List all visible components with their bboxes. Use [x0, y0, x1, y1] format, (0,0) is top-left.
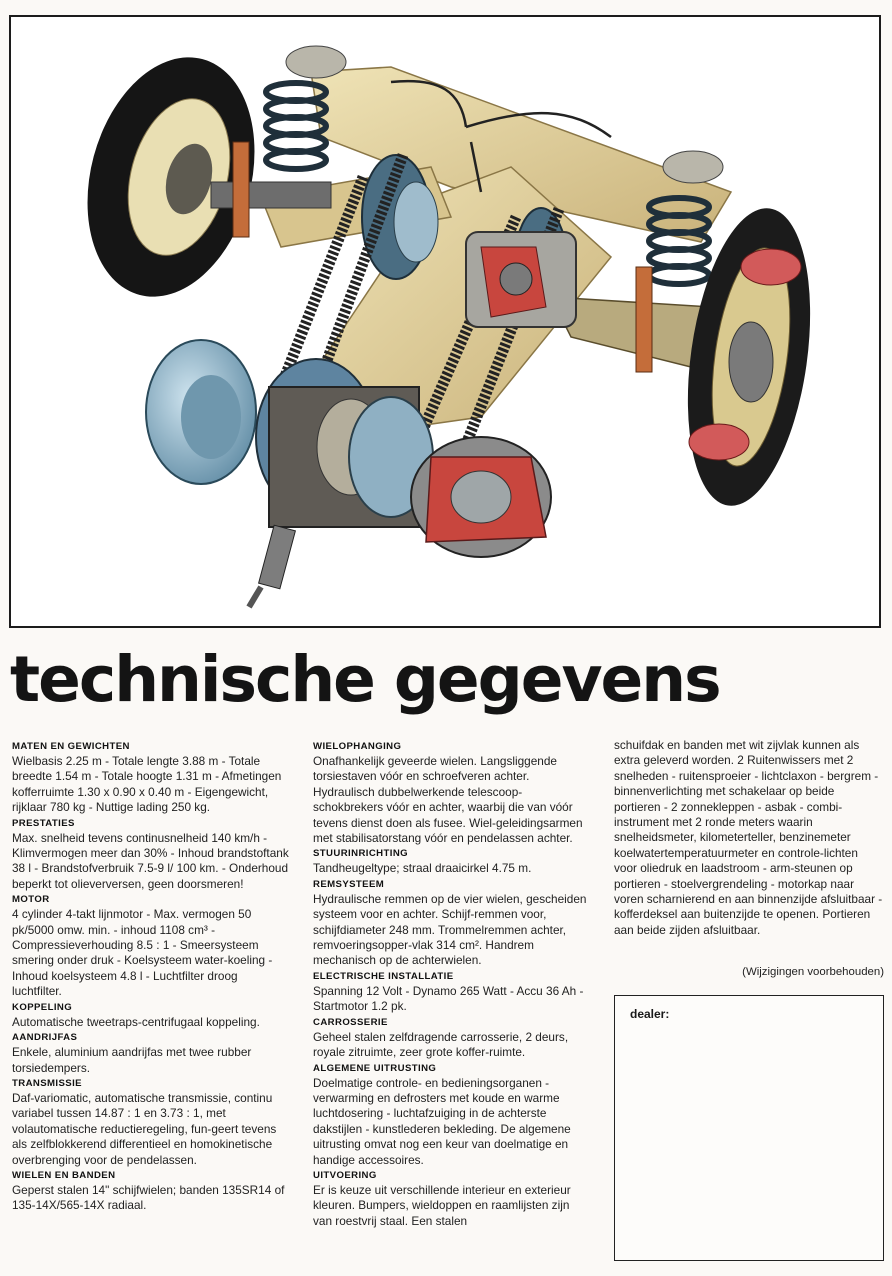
spec-section [313, 970, 591, 1015]
cutaway-illustration [9, 15, 881, 628]
spec-section-text: Daf-variomatic, automatische transmissie, continu variabel tussen 14.87 : 1 en 3.73 : 1, met volautomatische reductieregeling, fun-geert tevens als zelfblokkerend differentieel en homokinetische overbrenging voor de pendelassen. [12, 1090, 277, 1167]
spec-section-text: Enkele, aluminium aandrijfas met twee rubber torsiedempers. [12, 1045, 252, 1075]
spec-column-1 [12, 740, 290, 1215]
spec-section-text: Max. snelheid tevens continusnelheid 140 km/h - Klimvermogen meer dan 30% - Inhoud brandstoftank 38 l - Brandstofverbruik 7.5-9 l/ 100 km. - Onderhoud beperkt tot olieverversen, geen doorsmeren! [12, 830, 289, 891]
spec-section-text: Wielbasis 2.25 m - Totale lengte 3.88 m - Totale breedte 1.54 m - Totale hoogte 1.31 m - Afmetingen kofferruimte 1.30 x 0.90 x 0.40 m - Eigengewicht, rijklaar 780 kg - Nuttige lading 250 kg. [12, 754, 282, 815]
dealer-label: dealer: [630, 1007, 670, 1021]
spec-section-title: ELECTRISCHE INSTALLATIE [313, 970, 454, 982]
spec-section-title: ALGEMENE UITRUSTING [313, 1062, 437, 1074]
left-coil-spring [266, 83, 326, 169]
drivetrain-cutaway-drawing [11, 17, 879, 626]
spec-section-text: Automatische tweetraps-centrifugaal koppeling. [12, 1014, 260, 1029]
spec-section-title: UITVOERING [313, 1169, 377, 1181]
spec-section-title: CARROSSERIE [313, 1016, 388, 1028]
spec-section [12, 893, 290, 999]
left-spring-mount [286, 46, 346, 78]
spec-section-title: KOPPELING [12, 1001, 73, 1013]
brake-drum-left [146, 340, 256, 484]
output-shaft [249, 525, 295, 607]
spec-section-title: WIELOPHANGING [313, 741, 402, 752]
left-drive-shaft [211, 182, 331, 208]
spec-section [313, 740, 591, 846]
spec-section [12, 817, 290, 893]
spec-section-title: MATEN EN GEWICHTEN [12, 741, 130, 752]
spec-section-title: WIELEN EN BANDEN [12, 1169, 116, 1181]
disclaimer-text: (Wijzigingen voorbehouden) [742, 966, 884, 978]
spec-section [12, 740, 290, 816]
spec-section [313, 1062, 591, 1168]
spec-section [313, 878, 591, 969]
spec-section-title: AANDRIJFAS [12, 1032, 78, 1044]
spec-section-text: Doelmatige controle- en bedieningsorganen - verwarming en defrosters met koude en warme luchtdosering - luchtafzuiging in de achterste dakstijlen - kunstlederen bekleding. De algemene uitrusting omvat nog een keur van doelmatige en handige accessoires. [313, 1075, 571, 1167]
spec-section [313, 847, 591, 876]
rear-pulley-cutaway [411, 437, 551, 557]
spec-section-text: Er is keuze uit verschillende interieur en exterieur kleuren. Bumpers, wieldoppen en raamlijsten zijn van roestvrij staal. Een stalen [313, 1182, 571, 1228]
spec-section-title: TRANSMISSIE [12, 1077, 82, 1089]
spec-section [12, 1169, 290, 1214]
spec-section-title: MOTOR [12, 894, 50, 906]
right-spring-mount [663, 151, 723, 183]
spec-section-title: STUURINRICHTING [313, 848, 409, 860]
dealer-stamp-box [614, 995, 884, 1261]
spec-section-text: Geheel stalen zelfdragende carrosserie, 2 deurs, royale zitruimte, zeer grote koffer-ruimte. [313, 1029, 569, 1060]
differential-housing [466, 232, 576, 327]
spec-section-title: REMSYSTEEM [313, 878, 385, 890]
spec-section-text: Spanning 12 Volt - Dynamo 265 Watt - Accu 36 Ah - Startmotor 1.2 pk. [313, 983, 584, 1014]
spec-section-text: Tandheugeltype; straal draaicirkel 4.75 m. [313, 861, 532, 876]
spec-section [12, 1077, 290, 1168]
spec-section [313, 1016, 591, 1061]
page-title: technische gegevens [10, 643, 720, 716]
spec-section [12, 1001, 290, 1030]
spec-column-3 [614, 738, 884, 938]
equipment-continued-text: schuifdak en banden met wit zijvlak kunnen als extra geleverd worden. 2 Ruitenwissers met 2 snelheden - ruitensproeier - lichtclaxon - bergrem - binnenverlichting met schakelaar op beide portieren - 2 zonnekleppen - asbak - combi-instrument met 2 ronde meters waarin snelheidsmeter, kilometerteller, benzinemeter koelwatertemperatuurmeter en controle-lichten voor oliedruk en laadstroom - arm-steunen op portieren - stoelvergrendeling - motorkap naar voren scharnierend en aan binnenzijde afsluitbaar - kofferdeksel aan buitenzijde te openen. Portieren aan beide zijden afsluitbaar. [614, 738, 883, 937]
spec-section-text: Geperst stalen 14" schijfwielen; banden 135SR14 of 135-14X/565-14X radiaal. [12, 1182, 285, 1213]
spec-section [313, 1169, 591, 1229]
spec-section [12, 1031, 290, 1076]
spec-column-2 [313, 740, 591, 1230]
spec-section-text: 4 cylinder 4-takt lijnmotor - Max. vermogen 50 pk/5000 omw. min. - inhoud 1108 cm³ - Compressieverhouding 8.5 : 1 - Smeersysteem smering onder druk - Koelsysteem water-koeling - Inhoud koelsysteem 4.8 l - Luchtfilter droog luchtfilter. [12, 907, 273, 999]
spec-section-title: PRESTATIES [12, 817, 75, 829]
spec-section-text: Onafhankelijk geveerde wielen. Langsliggende torsiestaven vóór en schroefveren achter. Hydraulisch dubbelwerkende telescoop-schokbrekers vóór en achter, waarbij die van vóór tevens dienst doen als fusee. Wiel-geleidingsarmen met stabilisatorstang vóór en pendelassen achter. [313, 754, 583, 846]
right-shock-absorber [636, 267, 652, 372]
left-shock-absorber [233, 142, 249, 237]
spec-section-text: Hydraulische remmen op de vier wielen, gescheiden systeem voor en achter. Schijf-remmen voor, schijfdiameter 248 mm. Trommelremmen achter, remvoeringsopper-vlak 314 cm². Handrem mechanisch op de achterwielen. [313, 891, 587, 968]
